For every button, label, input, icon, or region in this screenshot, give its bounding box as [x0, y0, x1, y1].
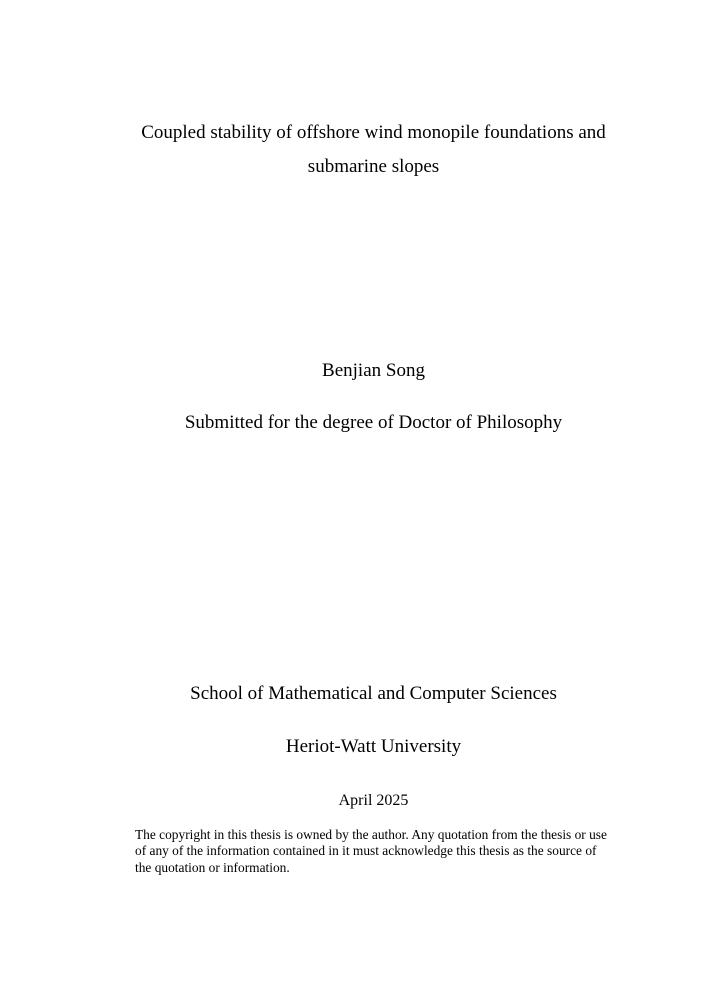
- degree-statement: Submitted for the degree of Doctor of Philosophy: [184, 412, 563, 433]
- submission-date: April 2025: [338, 792, 409, 809]
- author-name: Benjian Song: [322, 360, 425, 381]
- thesis-title-line-2: submarine slopes: [307, 156, 440, 177]
- copyright-notice: [135, 827, 655, 876]
- copyright-line: the quotation or information.: [135, 859, 290, 875]
- university-name: Heriot-Watt University: [285, 736, 462, 757]
- school-name: School of Mathematical and Computer Sciences: [190, 683, 557, 704]
- thesis-title-line-1: Coupled stability of offshore wind monopile foundations and: [141, 122, 606, 143]
- copyright-line: of any of the information contained in it must acknowledge this thesis as the source of: [135, 843, 597, 859]
- copyright-line: The copyright in this thesis is owned by the author. Any quotation from the thesis or use: [135, 827, 607, 842]
